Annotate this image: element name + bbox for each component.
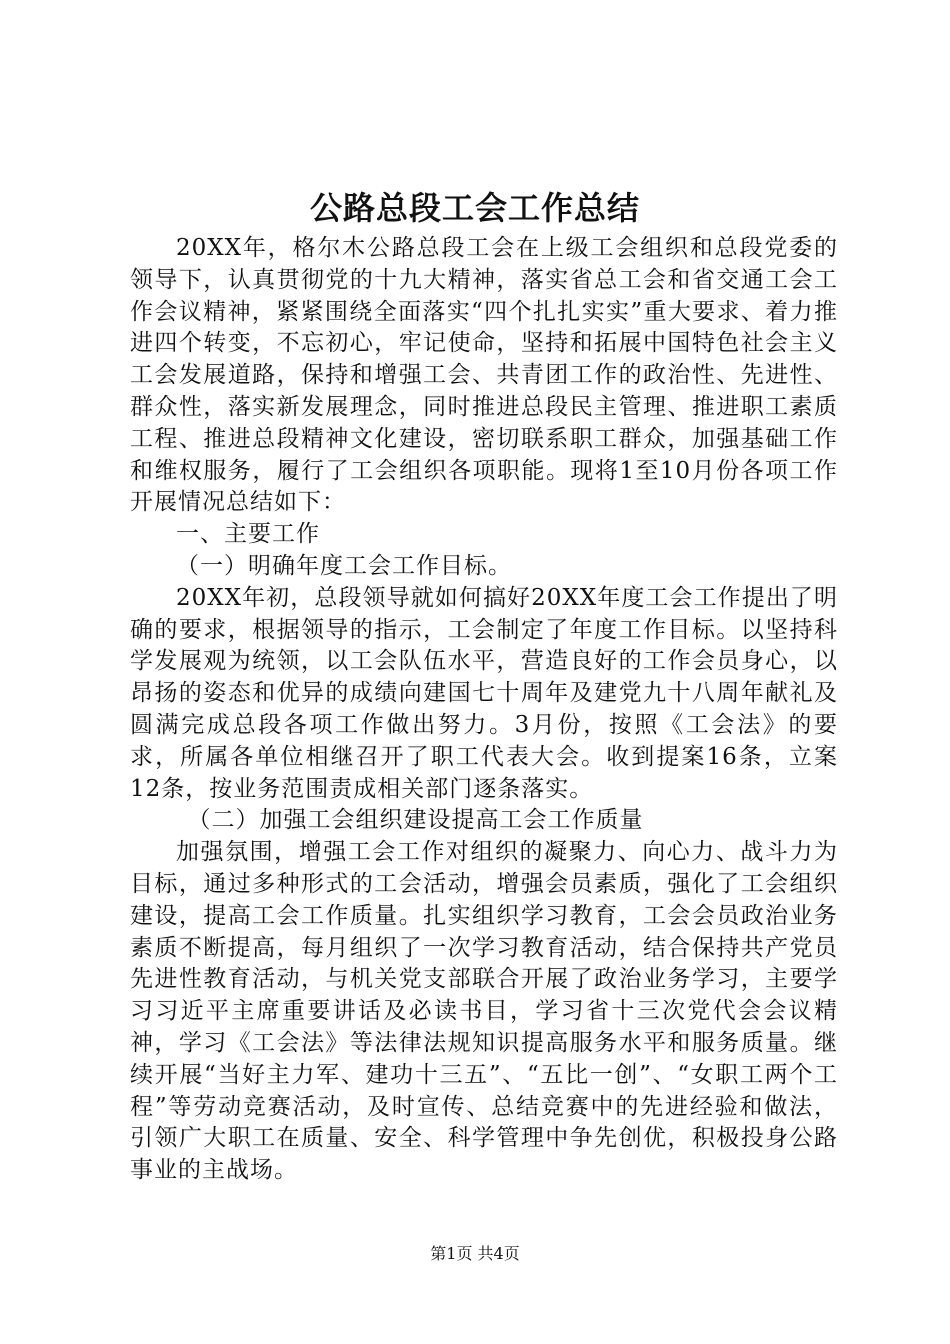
document-body	[130, 233, 838, 1187]
document-title: 公路总段工会工作总结	[309, 189, 640, 227]
paragraph-annual-goals: 20XX年初，总段领导就如何搞好20XX年度工会工作提出了明确的要求，根据领导的指示，工会制定了年度工作目标。以坚持科学发展观为统领，以工会队伍水平，营造良好的工作会员身心，以昂扬的姿态和优异的成绩向建国七十周年及建党九十八周年献礼及圆满完成总段各项工作做出努力。3月份，按照《工会法》的要求，所属各单位相继召开了职工代表大会。收到提案16条，立案12条，按业务范围责成相关部门逐条落实。	[130, 584, 838, 802]
paragraph-organization-building: 加强氛围，增强工会工作对组织的凝聚力、向心力、战斗力为目标，通过多种形式的工会活动，增强会员素质，强化了工会组织建设，提高工会工作质量。扎实组织学习教育，工会会员政治业务素质不断提高，每月组织了一次学习教育活动，结合保持共产党员先进性教育活动，与机关党支部联合开展了政治业务学习，主要学习习近平主席重要讲话及必读书目，学习省十三次党代会会议精神，学习《工会法》等法律法规知识提高服务水平和服务质量。继续开展“当好主力军、建功十三五”、“五比一创”、“女职工两个工程”等劳动竞赛活动，及时宣传、总结竞赛中的先进经验和做法，引领广大职工在质量、安全、科学管理中争先创优，积极投身公路事业的主战场。	[130, 839, 838, 1184]
page-number: 第1页 共4页	[430, 1244, 520, 1263]
paragraph-intro: 20XX年，格尔木公路总段工会在上级工会组织和总段党委的领导下，认真贯彻党的十九大精神，落实省总工会和省交通工会工作会议精神，紧紧围绕全面落实“四个扎扎实实”重大要求、着力推进四个转变，不忘初心，牢记使命，坚持和拓展中国特色社会主义工会发展道路，保持和增强工会、共青团工作的政治性、先进性、群众性，落实新发展理念，同时推进总段民主管理、推进职工素质工程、推进总段精神文化建设，密切联系职工群众，加强基础工作和维权服务，履行了工会组织各项职能。现将1至10月份各项工作开展情况总结如下：	[130, 235, 838, 516]
section-heading-main-work: 一、主要工作	[176, 521, 320, 548]
subsection-heading-2: （二）加强工会组织建设提高工会工作质量	[187, 807, 644, 834]
subsection-heading-1: （一）明确年度工会工作目标。	[176, 552, 512, 579]
